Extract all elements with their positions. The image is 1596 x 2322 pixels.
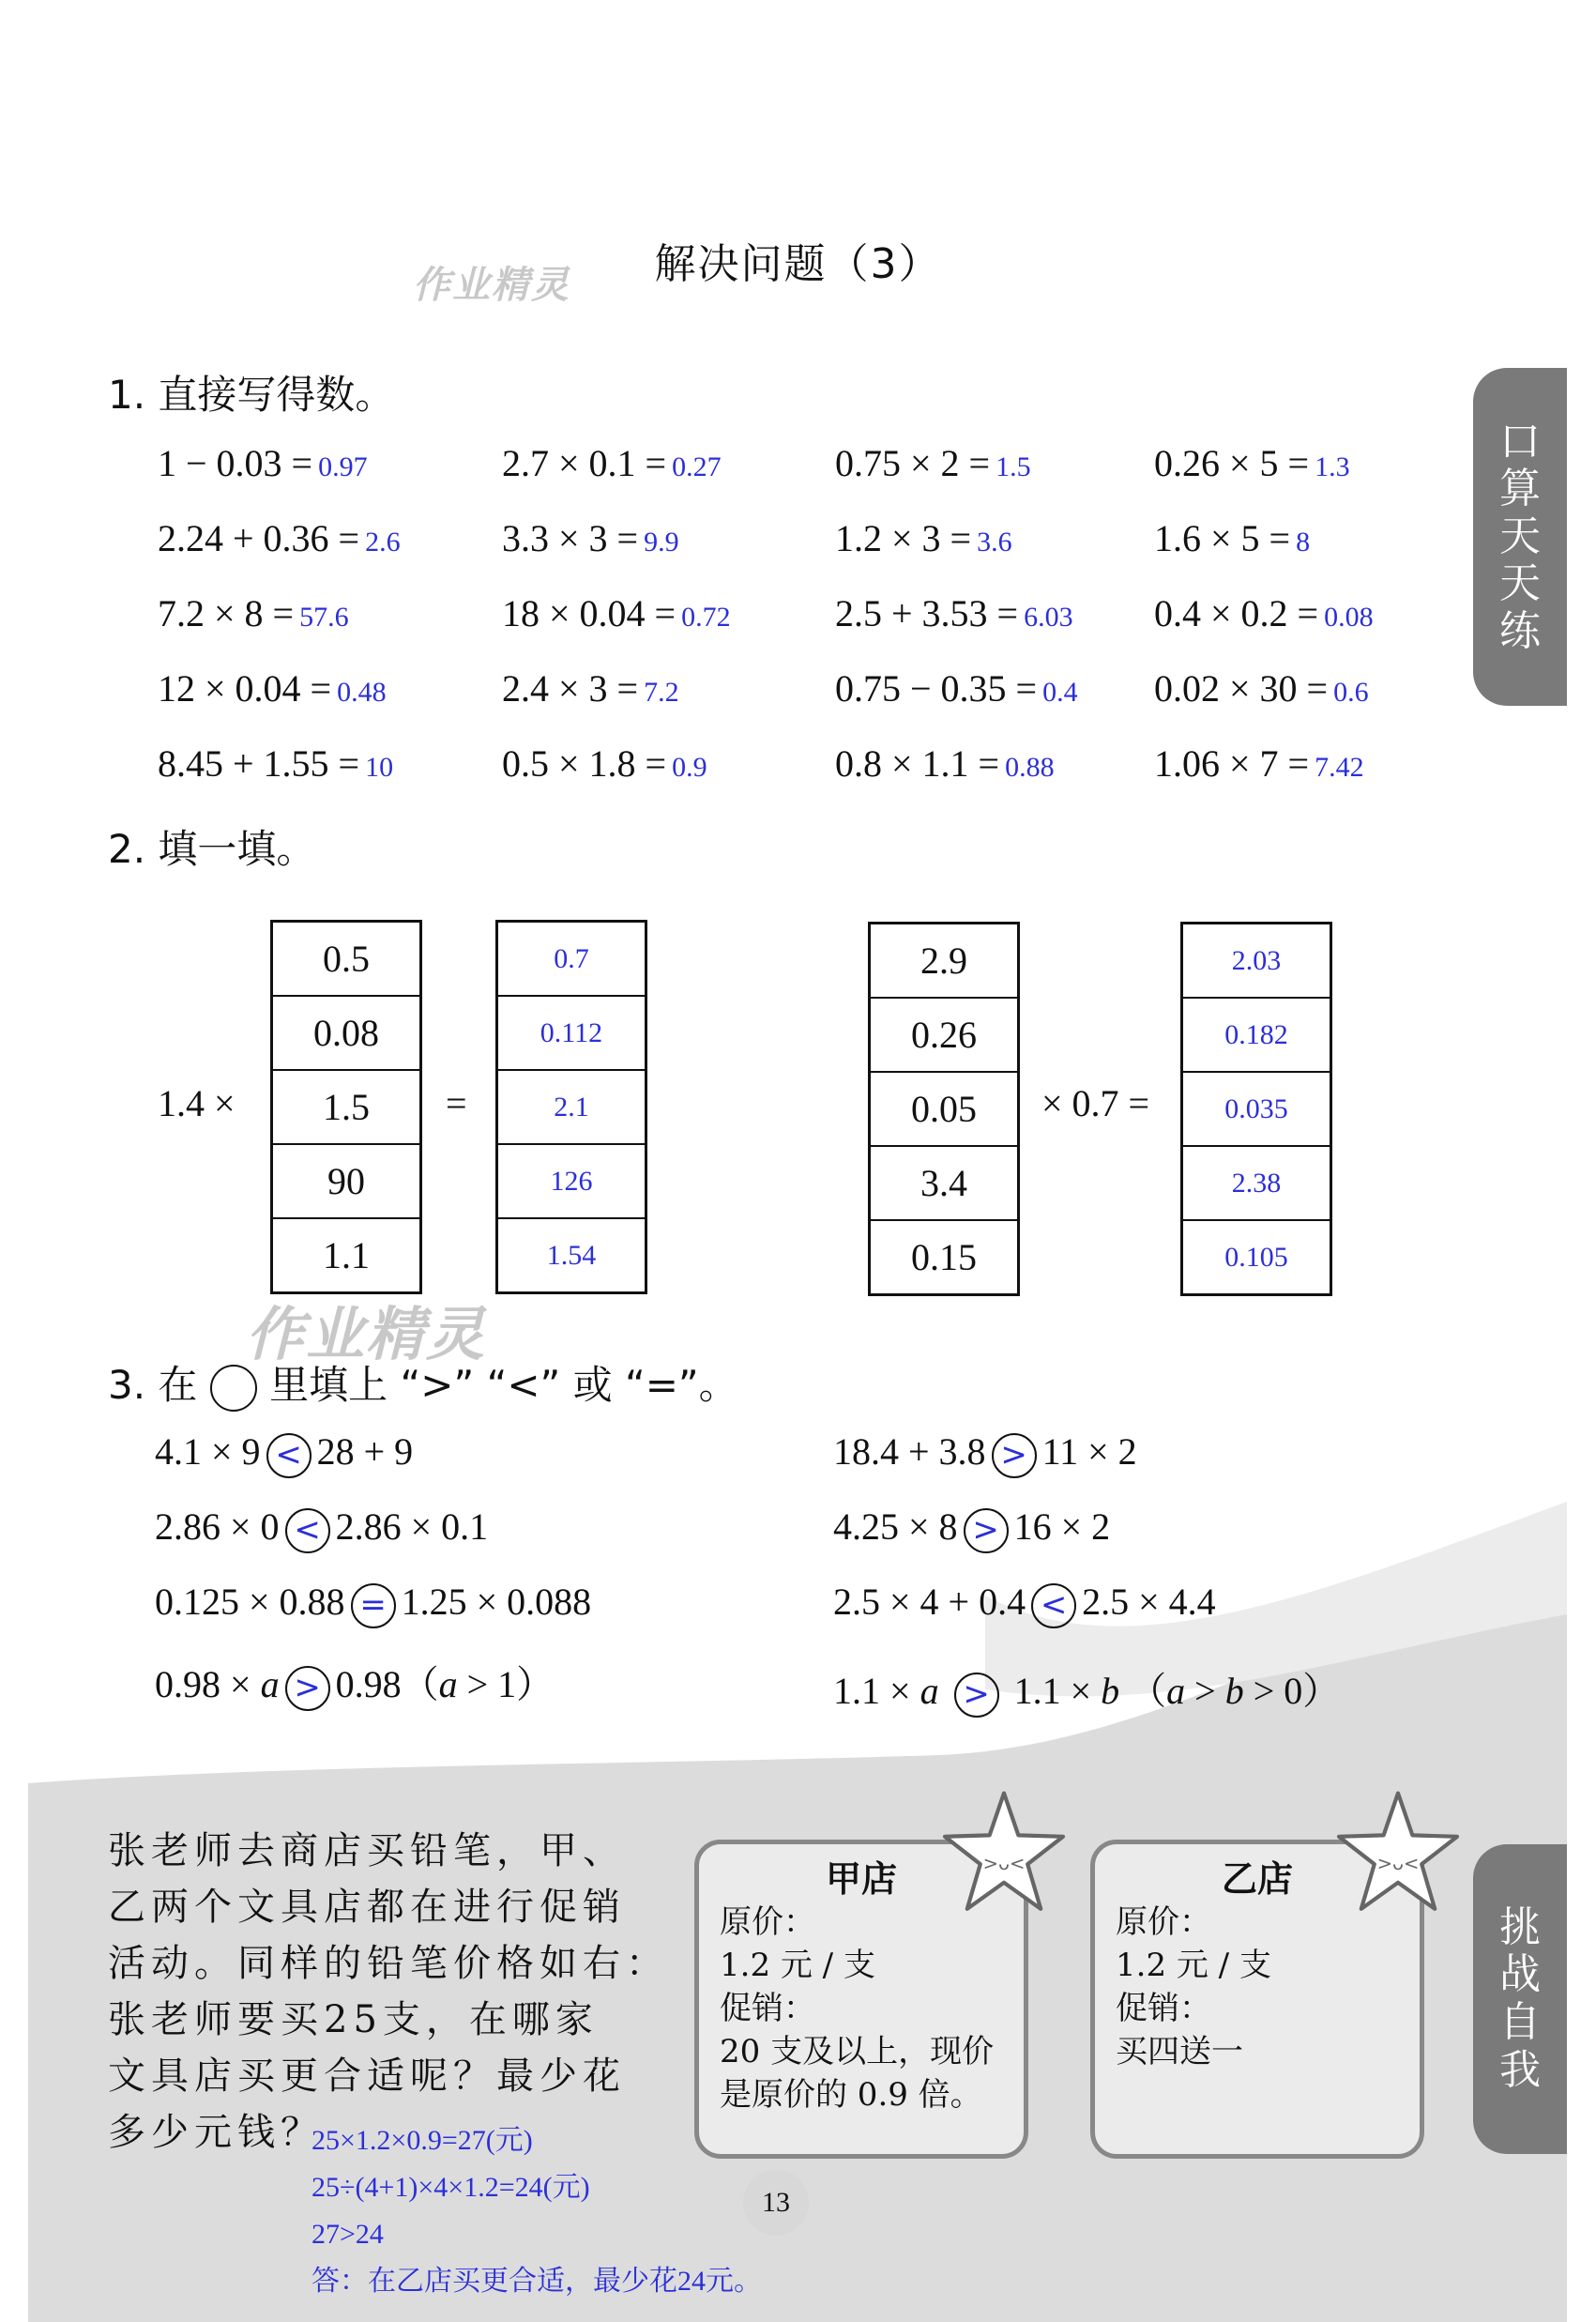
calc-question: 3.3 × 3 = <box>502 517 639 559</box>
table-cell: 1.1 <box>323 1234 370 1276</box>
calc-answer[interactable]: 1.5 <box>996 451 1031 482</box>
var: a <box>1166 1670 1186 1712</box>
expr-left: 1.1 × <box>833 1670 911 1712</box>
calc-answer[interactable]: 0.4 <box>1042 677 1078 708</box>
problem-line: 张老师要买25支，在哪家 <box>108 1998 599 2041</box>
calc-question: 0.75 − 0.35 = <box>835 667 1038 710</box>
table-cell: 0.05 <box>871 1073 1017 1147</box>
right-operator: × 0.7 = <box>1041 1082 1150 1124</box>
solution-line: 25×1.2×0.9=27(元) <box>312 2125 533 2156</box>
calc-item <box>1154 516 1310 560</box>
calc-question: 2.24 + 0.36 = <box>158 517 360 559</box>
side-tab-char: 战 <box>1499 1950 1541 1999</box>
comparison-item <box>833 1505 1110 1553</box>
expr-left: 4.25 × 8 <box>833 1505 958 1548</box>
calc-item <box>158 666 387 710</box>
compare-circle[interactable]: = <box>351 1583 396 1628</box>
calc-item <box>502 516 679 560</box>
shop-line: 促销： <box>1116 1990 1211 2027</box>
var: a <box>920 1670 939 1712</box>
calc-answer[interactable]: 7.42 <box>1315 752 1364 783</box>
calc-question: 0.26 × 5 = <box>1154 442 1310 484</box>
comparison-item <box>833 1580 1216 1628</box>
side-tab-char: 算 <box>1499 465 1541 513</box>
calc-answer[interactable]: 0.08 <box>1324 602 1374 633</box>
solution-line: 25÷(4+1)×4×1.2=24(元) <box>312 2172 590 2203</box>
calc-answer[interactable]: 3.6 <box>977 527 1012 558</box>
calc-question: 0.5 × 1.8 = <box>502 742 667 785</box>
comparison-item <box>833 1429 1137 1478</box>
section-2-heading: 2. 填一填。 <box>108 826 316 872</box>
left-input-column <box>270 920 422 1294</box>
right-input-column <box>868 922 1020 1296</box>
calc-question: 12 × 0.04 = <box>158 667 332 710</box>
svg-text:>ᴗ<: >ᴗ< <box>1376 1852 1420 1874</box>
solution-line: 答：在乙店买更合适，最少花24元。 <box>312 2266 762 2297</box>
solution-block <box>312 2117 762 2305</box>
shop-line: 促销： <box>720 1990 815 2027</box>
compare-circle[interactable]: < <box>285 1508 330 1553</box>
side-tab-char: 挑 <box>1499 1902 1541 1951</box>
comparison-item <box>155 1505 488 1553</box>
calc-question: 2.4 × 3 = <box>502 667 639 710</box>
problem-line: 文具店买更合适呢？最少花 <box>108 2055 626 2098</box>
table-cell: 2.9 <box>871 924 1017 999</box>
cond-rest: > 1） <box>457 1663 555 1705</box>
answer-cell[interactable]: 2.38 <box>1183 1147 1330 1221</box>
calc-question: 1.2 × 3 = <box>835 517 972 559</box>
circle-icon <box>210 1365 257 1412</box>
answer-cell[interactable]: 2.03 <box>1183 924 1330 999</box>
table-cell: 90 <box>273 1145 419 1219</box>
shop-line: 1.2 元 / 支 <box>1116 1947 1271 1984</box>
calc-question: 8.45 + 1.55 = <box>158 742 360 785</box>
compare-circle[interactable]: > <box>964 1508 1009 1553</box>
calc-question: 1.06 × 7 = <box>1154 742 1310 785</box>
expr-right: 2.5 × 4.4 <box>1082 1581 1216 1623</box>
calc-question: 0.75 × 2 = <box>835 442 991 484</box>
expr-right: 1.1 × <box>1013 1670 1092 1712</box>
var: a <box>438 1663 458 1705</box>
calc-answer[interactable]: 8 <box>1296 527 1311 558</box>
calc-answer[interactable]: 0.88 <box>1005 752 1055 783</box>
expr-right: 28 + 9 <box>316 1430 414 1473</box>
heading-part: 3. 在 <box>108 1362 198 1408</box>
var: b <box>1101 1670 1120 1712</box>
table-cell: 1.5 <box>273 1071 419 1145</box>
right-answer-column <box>1180 922 1332 1296</box>
star-mascot-icon <box>1332 1788 1464 1919</box>
svg-text:>ᴗ<: >ᴗ< <box>982 1852 1026 1874</box>
shop-line: 原价： <box>720 1903 815 1941</box>
calc-question: 0.4 × 0.2 = <box>1154 592 1319 634</box>
compare-circle[interactable]: < <box>1031 1583 1076 1628</box>
calc-answer[interactable]: 10 <box>365 752 394 783</box>
calc-item <box>502 666 679 710</box>
calc-question: 18 × 0.04 = <box>502 592 676 634</box>
section-1-heading: 1. 直接写得数。 <box>108 372 395 418</box>
calc-item <box>1154 741 1364 786</box>
answer-cell[interactable]: 126 <box>498 1145 645 1219</box>
expr-left: 4.1 × 9 <box>155 1430 261 1473</box>
expr-right: 2.86 × 0.1 <box>335 1505 489 1548</box>
paren: （ <box>1129 1670 1167 1712</box>
calc-item <box>158 741 393 786</box>
calc-item <box>158 591 349 635</box>
calc-answer[interactable]: 9.9 <box>644 527 679 558</box>
calc-answer[interactable]: 7.2 <box>644 677 679 708</box>
star-mascot-icon <box>938 1788 1070 1919</box>
compare-circle[interactable]: > <box>992 1433 1037 1478</box>
shop-line: 是原价的 0.9 倍。 <box>720 2076 982 2114</box>
calc-item <box>835 666 1078 710</box>
expr-left: 18.4 + 3.8 <box>833 1430 986 1473</box>
calc-item <box>502 591 731 635</box>
answer-cell[interactable]: 0.105 <box>1224 1241 1288 1273</box>
tail: > 0） <box>1243 1670 1341 1712</box>
watermark-top: 作业精灵 <box>413 264 570 307</box>
calc-question: 2.7 × 0.1 = <box>502 442 667 484</box>
shop-name: 乙店 <box>1221 1858 1293 1900</box>
side-tab-char: 练 <box>1499 606 1541 655</box>
calc-item <box>835 516 1012 560</box>
left-answer-column <box>495 920 647 1294</box>
calc-question: 7.2 × 8 = <box>158 592 295 634</box>
problem-line: 乙两个文具店都在进行促销 <box>108 1886 626 1929</box>
expr-right: 0.98（ <box>335 1663 439 1705</box>
table-cell: 3.4 <box>871 1147 1017 1221</box>
problem-line: 张老师去商店买铅笔，甲、 <box>108 1829 626 1872</box>
compare-circle[interactable]: > <box>954 1673 999 1718</box>
shop-line: 1.2 元 / 支 <box>720 1947 875 1984</box>
calc-answer[interactable]: 0.97 <box>318 451 368 482</box>
comparison-item <box>155 1655 554 1711</box>
calc-item <box>1154 441 1350 485</box>
shop-line: 20 支及以上，现价 <box>720 2033 995 2070</box>
page-title: 解决问题（3） <box>654 240 942 288</box>
calc-question: 1 − 0.03 = <box>158 442 313 484</box>
calc-answer[interactable]: 0.6 <box>1333 677 1369 708</box>
left-equals: = <box>446 1082 467 1124</box>
calc-answer[interactable]: 0.9 <box>672 752 707 783</box>
left-prefix: 1.4 × <box>158 1082 236 1124</box>
calc-item <box>158 516 401 560</box>
calc-item <box>835 441 1031 485</box>
compare-circle[interactable]: < <box>266 1433 312 1478</box>
expr-right: 11 × 2 <box>1041 1430 1137 1473</box>
calc-item <box>158 441 368 485</box>
var: b <box>1224 1670 1244 1712</box>
expr-left: 0.125 × 0.88 <box>155 1581 345 1623</box>
heading-part: 里填上 “>” “<” 或 “=”。 <box>269 1362 738 1408</box>
calc-answer[interactable]: 57.6 <box>299 602 349 633</box>
calc-answer[interactable]: 6.03 <box>1024 602 1073 633</box>
calc-question: 1.6 × 5 = <box>1154 517 1291 559</box>
shop-line: 买四送一 <box>1116 2033 1243 2070</box>
calc-item <box>835 591 1073 635</box>
calc-answer[interactable]: 0.48 <box>337 677 387 708</box>
comparison-item <box>833 1661 1340 1718</box>
answer-cell[interactable]: 0.112 <box>498 997 645 1071</box>
calc-answer[interactable]: 0.27 <box>672 451 722 482</box>
answer-cell[interactable]: 0.035 <box>1183 1073 1330 1147</box>
table-cell: 0.26 <box>871 999 1017 1073</box>
side-tab-char: 天 <box>1499 559 1541 608</box>
answer-cell[interactable]: 2.1 <box>498 1071 645 1145</box>
var: a <box>260 1663 280 1705</box>
table-cell: 0.08 <box>273 997 419 1071</box>
problem-line: 多少元钱？ <box>108 2111 324 2154</box>
calc-item <box>502 741 707 786</box>
calc-question: 0.8 × 1.1 = <box>835 742 1000 785</box>
side-tab-char: 自 <box>1499 1998 1541 2046</box>
shop-name: 甲店 <box>825 1858 897 1900</box>
calc-question: 0.02 × 30 = <box>1154 667 1329 710</box>
side-tab-challenge <box>1473 1844 1567 2154</box>
page-number: 13 <box>743 2170 809 2236</box>
calc-item <box>835 741 1055 786</box>
expr-right: 16 × 2 <box>1013 1505 1111 1548</box>
calc-item <box>1154 666 1369 710</box>
watermark-middle: 作业精灵 <box>246 1300 487 1368</box>
table-cell: 0.5 <box>273 923 419 997</box>
compare-circle[interactable]: > <box>285 1666 330 1711</box>
expr-right: 1.25 × 0.088 <box>401 1581 592 1623</box>
calc-question: 2.5 + 3.53 = <box>835 592 1019 634</box>
challenge-problem-text <box>108 1823 669 2161</box>
calc-item <box>1154 591 1374 635</box>
answer-cell[interactable]: 0.182 <box>1183 999 1330 1073</box>
calc-answer[interactable]: 1.3 <box>1315 451 1350 482</box>
side-tab-oral-arithmetic <box>1473 368 1567 706</box>
answer-cell[interactable]: 0.7 <box>498 923 645 997</box>
expr-left: 2.5 × 4 + 0.4 <box>833 1581 1026 1623</box>
calc-answer[interactable]: 0.72 <box>681 602 731 633</box>
comparison-item <box>155 1429 413 1478</box>
side-tab-char: 天 <box>1499 512 1541 560</box>
calc-item <box>502 441 722 485</box>
solution-line: 27>24 <box>312 2219 384 2250</box>
expr-left: 0.98 × <box>155 1663 251 1705</box>
expr-left: 2.86 × 0 <box>155 1505 280 1548</box>
answer-cell[interactable]: 1.54 <box>546 1239 597 1271</box>
gt: > <box>1185 1670 1225 1712</box>
comparison-item <box>155 1580 591 1628</box>
section-3-heading <box>108 1354 738 1412</box>
side-tab-char: 我 <box>1499 2045 1541 2094</box>
calc-answer[interactable]: 2.6 <box>365 527 401 558</box>
shop-line: 原价： <box>1116 1903 1211 1941</box>
side-tab-char: 口 <box>1499 417 1541 466</box>
problem-line: 活动。同样的铅笔价格如右： <box>108 1942 669 1985</box>
table-cell: 0.15 <box>911 1236 977 1278</box>
